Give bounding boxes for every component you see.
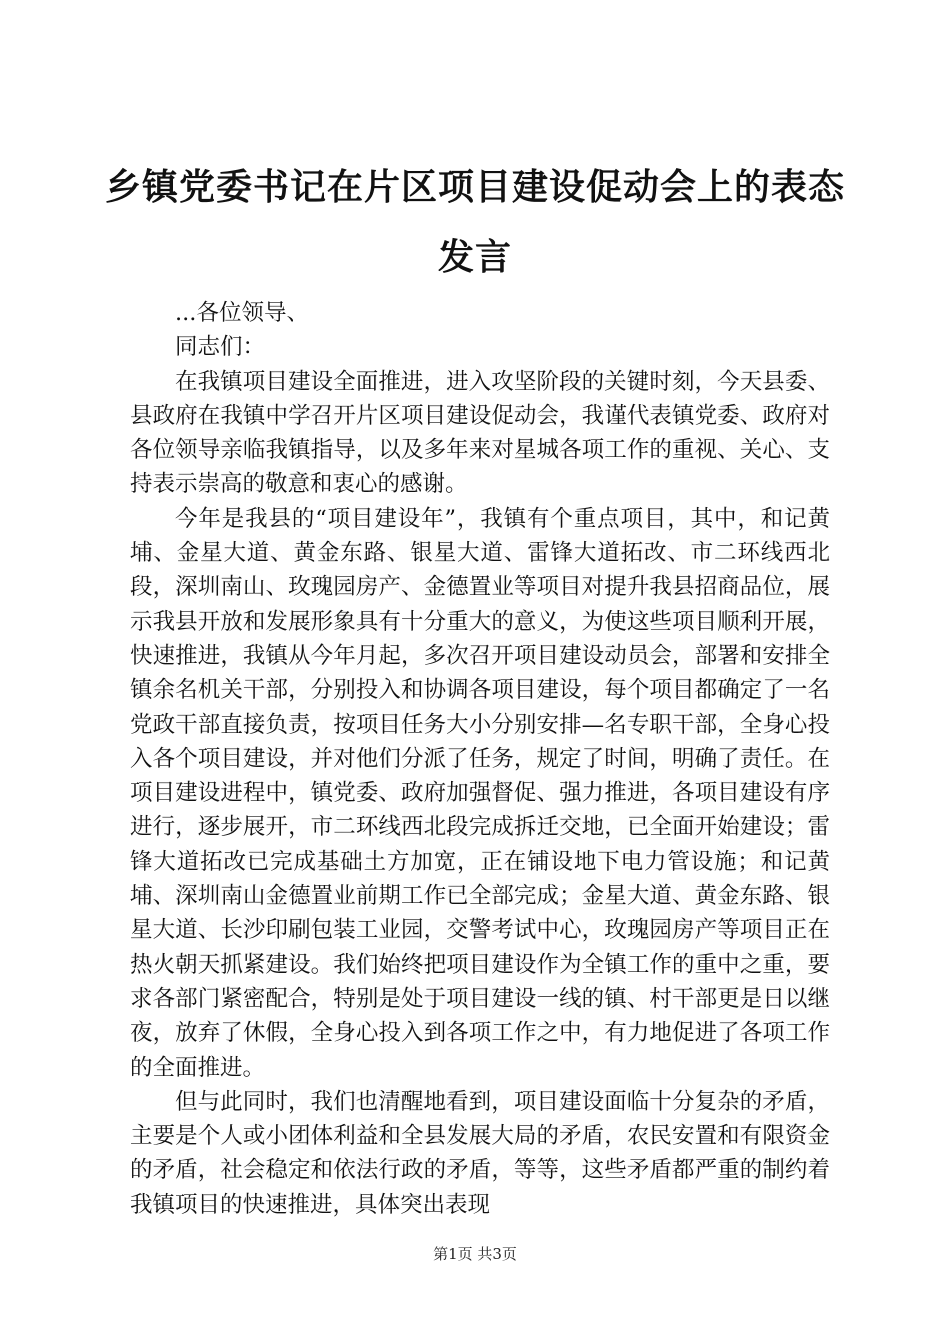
salutation-leaders: ...各位领导、 <box>175 300 309 326</box>
salutation-comrades: 同志们： <box>175 334 266 361</box>
paragraph-project-progress: 今年是我县的“项目建设年”，我镇有个重点项目，其中，和记黄埔、金星大道、黄金东路、银星大道、雷锋大道拓改、市二环线西北段，深圳南山、玫瑰园房产、金德置业等项目对提升我县招商品位，展示我县开放和发展形象具有十分重大的意义，为使这些项目顺利开展，快速推进，我镇从今年月起，多次召开项目建设动员会，部署和安排全镇余名机关干部，分别投入和协调各项目建设，每个项目都确定了一名党政干部直接负责，按项目任务大小分别安排—名专职干部，全身心投入各个项目建设，并对他们分派了任务，规定了时间，明确了责任。在项目建设进程中，镇党委、政府加强督促、强力推进，各项目建设有序进行，逐步展开，市二环线西北段完成拆迁交地，已全面开始建设；雷锋大道拓改已完成基础土方加宽，正在铺设地下电力管设施；和记黄埔、深圳南山金德置业前期工作已全部完成；金星大道、黄金东路、银星大道、长沙印刷包装工业园，交警考试中心，玫瑰园房产等项目正在热火朝天抓紧建设。我们始终把项目建设作为全镇工作的重中之重，要求各部门紧密配合，特别是处于项目建设一线的镇、村干部更是日以继夜，放弃了休假，全身心投入到各项工作之中，有力地促进了各项工作的全面推进。 <box>130 505 830 1081</box>
paragraph-challenges: 但与此同时，我们也清醒地看到，项目建设面临十分复杂的矛盾，主要是个人或小团体利益和全县发展大局的矛盾，农民安置和有限资金的矛盾，社会稳定和依法行政的矛盾，等等，这些矛盾都严重的制约着我镇项目的快速推进，具体突出表现 <box>130 1088 830 1218</box>
page-number-footer: 第1页 共3页 <box>433 1245 517 1263</box>
document-body <box>130 296 830 1222</box>
document-title: 乡镇党委书记在片区项目建设促动会上的表态发言 <box>104 166 845 278</box>
paragraph-opening: 在我镇项目建设全面推进，进入攻坚阶段的关键时刻，今天县委、县政府在我镇中学召开片区项目建设促动会，我谨代表镇党委、政府对各位领导亲临我镇指导，以及多年来对星城各项工作的重视、关心、支持表示崇高的敬意和衷心的感谢。 <box>130 368 830 498</box>
